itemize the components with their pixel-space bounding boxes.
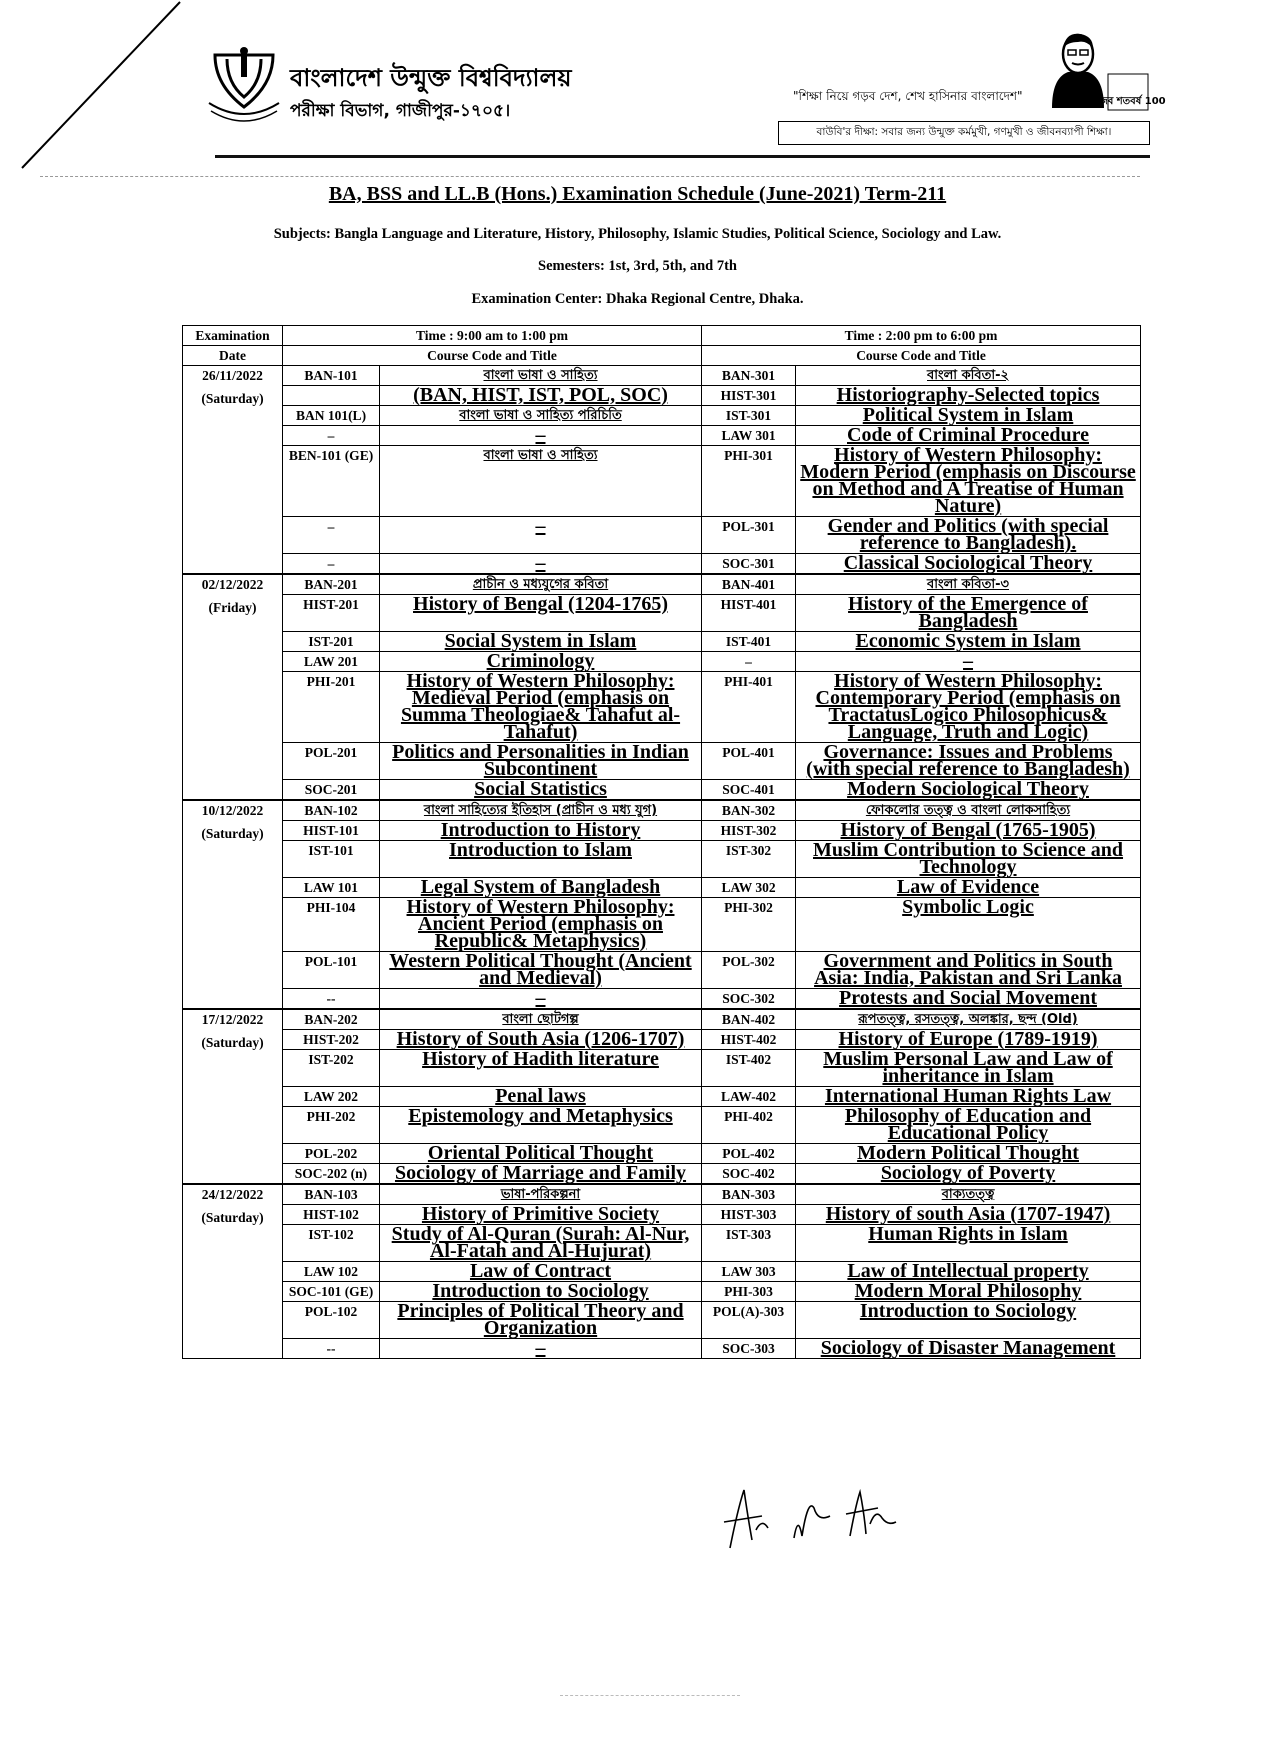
afternoon-course-code: SOC-302 — [702, 989, 796, 1010]
morning-course-title: History of Western Philosophy: Ancient Period (emphasis on Republic& Metaphysics) — [380, 898, 702, 952]
morning-course-code: POL-101 — [283, 952, 380, 989]
morning-course-title: Legal System of Bangladesh — [380, 878, 702, 898]
table-row — [183, 1225, 1141, 1262]
morning-course-title: বাংলা সাহিত্যের ইতিহাস (প্রাচীন ও মধ্য যুগ) — [380, 800, 702, 821]
afternoon-course-title: Protests and Social Movement — [796, 989, 1141, 1010]
table-row — [183, 1050, 1141, 1087]
afternoon-course-code: POL-401 — [702, 743, 796, 780]
table-row — [183, 898, 1141, 952]
scan-dashed-line — [40, 176, 1140, 177]
morning-course-code: LAW 202 — [283, 1087, 380, 1107]
morning-course-code: BAN-101 — [283, 366, 380, 386]
afternoon-course-title: বাংলা কবিতা-৩ — [796, 574, 1141, 595]
afternoon-course-title: Philosophy of Education and Educational Policy — [796, 1107, 1141, 1144]
university-name: বাংলাদেশ উন্মুক্ত বিশ্ববিদ্যালয় — [290, 64, 572, 92]
schedule-body — [183, 366, 1141, 1359]
date-header-line2: Date — [183, 346, 283, 366]
scan-footer-dash — [560, 1695, 740, 1696]
afternoon-course-code: LAW-402 — [702, 1087, 796, 1107]
morning-course-code: LAW 102 — [283, 1262, 380, 1282]
afternoon-course-code: BAN-401 — [702, 574, 796, 595]
afternoon-course-code: SOC-402 — [702, 1164, 796, 1185]
afternoon-course-title: Muslim Contribution to Science and Technology — [796, 841, 1141, 878]
morning-course-title: History of South Asia (1206-1707) — [380, 1030, 702, 1050]
morning-course-code: HIST-102 — [283, 1205, 380, 1225]
afternoon-course-code: HIST-401 — [702, 595, 796, 632]
afternoon-course-title: Human Rights in Islam — [796, 1225, 1141, 1262]
subjects-line: Subjects: Bangla Language and Literature, History, Philosophy, Islamic Studies, Political Science, Sociology and Law. — [273, 226, 1002, 242]
afternoon-time-header: Time : 2:00 pm to 6:00 pm — [702, 326, 1141, 346]
morning-course-code: SOC-101 (GE) — [283, 1282, 380, 1302]
afternoon-course-code: POL-302 — [702, 952, 796, 989]
table-row — [183, 1107, 1141, 1144]
afternoon-course-code: SOC-401 — [702, 780, 796, 801]
department-name: পরীক্ষা বিভাগ, গাজীপুর-১৭০৫। — [290, 101, 511, 121]
table-row — [183, 1087, 1141, 1107]
scan-diagonal-line — [0, 0, 200, 170]
table-row — [183, 1262, 1141, 1282]
table-row — [183, 554, 1141, 575]
afternoon-course-title: বাংলা কবিতা-২ — [796, 366, 1141, 386]
table-row — [183, 1339, 1141, 1359]
afternoon-course-title: History of south Asia (1707-1947) — [796, 1205, 1141, 1225]
morning-course-title: Introduction to Islam — [380, 841, 702, 878]
afternoon-course-title: International Human Rights Law — [796, 1087, 1141, 1107]
afternoon-course-title: Code of Criminal Procedure — [796, 426, 1141, 446]
morning-course-code: HIST-202 — [283, 1030, 380, 1050]
university-logo-icon — [205, 45, 283, 123]
morning-course-header: Course Code and Title — [283, 346, 702, 366]
table-row — [183, 878, 1141, 898]
morning-course-title: History of Primitive Society — [380, 1205, 702, 1225]
afternoon-course-code: PHI-301 — [702, 446, 796, 517]
table-row — [183, 1184, 1141, 1205]
morning-course-title: (BAN, HIST, IST, POL, SOC) — [380, 386, 702, 406]
morning-course-code — [283, 386, 380, 406]
morning-course-code: LAW 201 — [283, 652, 380, 672]
morning-course-code: BAN-102 — [283, 800, 380, 821]
afternoon-course-code: – — [702, 652, 796, 672]
morning-course-title: বাংলা ছোটগল্প — [380, 1009, 702, 1030]
afternoon-course-title: Muslim Personal Law and Law of inheritance in Islam — [796, 1050, 1141, 1087]
morning-course-title: – — [380, 989, 702, 1010]
afternoon-course-code: POL-402 — [702, 1144, 796, 1164]
afternoon-course-code: IST-401 — [702, 632, 796, 652]
afternoon-course-code: IST-302 — [702, 841, 796, 878]
morning-course-code: BEN-101 (GE) — [283, 446, 380, 517]
morning-course-title: – — [380, 517, 702, 554]
morning-course-title: – — [380, 426, 702, 446]
exam-date-cell — [183, 574, 283, 800]
morning-course-code: POL-102 — [283, 1302, 380, 1339]
morning-course-code: BAN 101(L) — [283, 406, 380, 426]
afternoon-course-title: ফোকলোর তত্ত্ব ও বাংলা লোকসাহিত্য — [796, 800, 1141, 821]
semesters-line: Semesters: 1st, 3rd, 5th, and 7th — [538, 258, 737, 274]
afternoon-course-title: Government and Politics in South Asia: India, Pakistan and Sri Lanka — [796, 952, 1141, 989]
morning-course-code: PHI-104 — [283, 898, 380, 952]
afternoon-course-title: – — [796, 652, 1141, 672]
morning-course-title: Politics and Personalities in Indian Subcontinent — [380, 743, 702, 780]
morning-course-code: – — [283, 517, 380, 554]
afternoon-course-code: PHI-401 — [702, 672, 796, 743]
morning-course-title: প্রাচীন ও মধ্যযুগের কবিতা — [380, 574, 702, 595]
table-row — [183, 595, 1141, 632]
afternoon-course-title: History of Bengal (1765-1905) — [796, 821, 1141, 841]
afternoon-course-code: IST-402 — [702, 1050, 796, 1087]
table-row — [183, 1205, 1141, 1225]
afternoon-course-code: BAN-301 — [702, 366, 796, 386]
afternoon-course-title: History of the Emergence of Bangladesh — [796, 595, 1141, 632]
morning-course-title: Western Political Thought (Ancient and Medieval) — [380, 952, 702, 989]
exam-day: (Saturday) — [201, 1035, 264, 1050]
morning-course-title: Principles of Political Theory and Organization — [380, 1302, 702, 1339]
table-row — [183, 1302, 1141, 1339]
afternoon-course-title: Symbolic Logic — [796, 898, 1141, 952]
morning-course-code: IST-202 — [283, 1050, 380, 1087]
morning-course-code: IST-102 — [283, 1225, 380, 1262]
afternoon-course-title: Governance: Issues and Problems (with special reference to Bangladesh) — [796, 743, 1141, 780]
table-row — [183, 652, 1141, 672]
afternoon-course-title: বাক্যতত্ত্ব — [796, 1184, 1141, 1205]
afternoon-course-code: SOC-303 — [702, 1339, 796, 1359]
afternoon-course-title: History of Western Philosophy: Modern Period (emphasis on Discourse on Method and A Treatise of Human Nature) — [796, 446, 1141, 517]
exam-date: 24/12/2022 — [201, 1187, 264, 1202]
morning-course-title: Oriental Political Thought — [380, 1144, 702, 1164]
afternoon-course-title: History of Europe (1789-1919) — [796, 1030, 1141, 1050]
exam-schedule-table — [182, 325, 1141, 1359]
morning-course-title: ভাষা-পরিকল্পনা — [380, 1184, 702, 1205]
exam-date-cell — [183, 800, 283, 1009]
morning-course-title: – — [380, 1339, 702, 1359]
morning-course-code: – — [283, 554, 380, 575]
morning-course-code: HIST-201 — [283, 595, 380, 632]
morning-course-title: History of Hadith literature — [380, 1050, 702, 1087]
morning-course-title: Law of Contract — [380, 1262, 702, 1282]
afternoon-course-title: Historiography-Selected topics — [796, 386, 1141, 406]
morning-course-code: IST-201 — [283, 632, 380, 652]
afternoon-course-code: HIST-302 — [702, 821, 796, 841]
afternoon-course-code: IST-301 — [702, 406, 796, 426]
table-row — [183, 672, 1141, 743]
afternoon-course-title: Gender and Politics (with special reference to Bangladesh). — [796, 517, 1141, 554]
afternoon-course-title: Law of Intellectual property — [796, 1262, 1141, 1282]
morning-course-code: POL-201 — [283, 743, 380, 780]
morning-course-title: Sociology of Marriage and Family — [380, 1164, 702, 1185]
table-row — [183, 821, 1141, 841]
exam-date: 17/12/2022 — [201, 1012, 264, 1027]
afternoon-course-title: Classical Sociological Theory — [796, 554, 1141, 575]
table-row — [183, 1009, 1141, 1030]
exam-day: (Saturday) — [201, 1210, 264, 1225]
morning-course-code: LAW 101 — [283, 878, 380, 898]
table-row — [183, 574, 1141, 595]
afternoon-course-code: BAN-302 — [702, 800, 796, 821]
table-row — [183, 780, 1141, 801]
afternoon-course-code: SOC-301 — [702, 554, 796, 575]
table-row — [183, 366, 1141, 386]
exam-date: 26/11/2022 — [202, 368, 263, 383]
table-row — [183, 952, 1141, 989]
afternoon-course-title: Sociology of Disaster Management — [796, 1339, 1141, 1359]
afternoon-course-code: HIST-402 — [702, 1030, 796, 1050]
table-row — [183, 1164, 1141, 1185]
afternoon-course-code: LAW 303 — [702, 1262, 796, 1282]
morning-course-code: -- — [283, 1339, 380, 1359]
signature-icon — [710, 1478, 930, 1558]
afternoon-course-title: Economic System in Islam — [796, 632, 1141, 652]
afternoon-course-title: Sociology of Poverty — [796, 1164, 1141, 1185]
document-title: BA, BSS and LL.B (Hons.) Examination Schedule (June-2021) Term-211 — [328, 183, 947, 205]
morning-course-title: Penal laws — [380, 1087, 702, 1107]
morning-course-title: Introduction to History — [380, 821, 702, 841]
morning-time-header: Time : 9:00 am to 1:00 pm — [283, 326, 702, 346]
table-row — [183, 386, 1141, 406]
exam-date-cell — [183, 1184, 283, 1359]
table-row — [183, 446, 1141, 517]
afternoon-course-code: LAW 301 — [702, 426, 796, 446]
table-row — [183, 1030, 1141, 1050]
morning-course-code: – — [283, 426, 380, 446]
afternoon-course-code: POL-301 — [702, 517, 796, 554]
afternoon-course-title: History of Western Philosophy: Contemporary Period (emphasis on TractatusLogico Philosophicus& Language, Truth and Logic) — [796, 672, 1141, 743]
afternoon-course-code: PHI-402 — [702, 1107, 796, 1144]
exam-day: (Saturday) — [201, 826, 264, 841]
table-row — [183, 1282, 1141, 1302]
header-divider — [215, 155, 1150, 158]
afternoon-course-code: BAN-402 — [702, 1009, 796, 1030]
morning-course-title: Epistemology and Metaphysics — [380, 1107, 702, 1144]
afternoon-course-title: Modern Political Thought — [796, 1144, 1141, 1164]
morning-course-title: Social Statistics — [380, 780, 702, 801]
morning-course-code: IST-101 — [283, 841, 380, 878]
afternoon-course-title: Political System in Islam — [796, 406, 1141, 426]
morning-course-code: BAN-201 — [283, 574, 380, 595]
exam-date: 02/12/2022 — [201, 577, 264, 592]
afternoon-course-code: PHI-303 — [702, 1282, 796, 1302]
morning-course-title: Study of Al-Quran (Surah: Al-Nur, Al-Fatah and Al-Hujurat) — [380, 1225, 702, 1262]
afternoon-course-code: PHI-302 — [702, 898, 796, 952]
exam-date-cell — [183, 1009, 283, 1184]
morning-course-title: বাংলা ভাষা ও সাহিত্য — [380, 446, 702, 517]
table-row — [183, 517, 1141, 554]
morning-course-title: Introduction to Sociology — [380, 1282, 702, 1302]
mujib-centenary-badge-icon — [1038, 28, 1166, 112]
afternoon-course-code: BAN-303 — [702, 1184, 796, 1205]
morning-course-code: -- — [283, 989, 380, 1010]
table-row — [183, 841, 1141, 878]
table-row — [183, 406, 1141, 426]
afternoon-course-code: HIST-301 — [702, 386, 796, 406]
table-row — [183, 1144, 1141, 1164]
table-row — [183, 743, 1141, 780]
exam-center-line: Examination Center: Dhaka Regional Centre, Dhaka. — [471, 291, 804, 307]
afternoon-course-code: HIST-303 — [702, 1205, 796, 1225]
table-row — [183, 989, 1141, 1010]
exam-date-cell — [183, 366, 283, 575]
table-row — [183, 426, 1141, 446]
badge-text: মুজিব শতবর্ষ 100 — [1090, 96, 1166, 107]
table-row — [183, 632, 1141, 652]
exam-date: 10/12/2022 — [201, 803, 264, 818]
afternoon-course-title: Modern Moral Philosophy — [796, 1282, 1141, 1302]
morning-course-code: SOC-201 — [283, 780, 380, 801]
motto-box — [778, 121, 1150, 145]
morning-course-title: বাংলা ভাষা ও সাহিত্য — [380, 366, 702, 386]
exam-day: (Saturday) — [201, 391, 264, 406]
morning-course-code: PHI-201 — [283, 672, 380, 743]
afternoon-course-code: POL(A)-303 — [702, 1302, 796, 1339]
afternoon-course-header: Course Code and Title — [702, 346, 1141, 366]
morning-course-title: বাংলা ভাষা ও সাহিত্য পরিচিতি — [380, 406, 702, 426]
morning-course-code: HIST-101 — [283, 821, 380, 841]
table-row — [183, 800, 1141, 821]
morning-course-title: History of Bengal (1204-1765) — [380, 595, 702, 632]
morning-course-code: SOC-202 (n) — [283, 1164, 380, 1185]
afternoon-course-title: রূপতত্ত্ব, রসতত্ত্ব, অলঙ্কার, ছন্দ (Old) — [796, 1009, 1141, 1030]
afternoon-course-code: IST-303 — [702, 1225, 796, 1262]
morning-course-title: History of Western Philosophy: Medieval Period (emphasis on Summa Theologiae& Tahafut al-Tahafut) — [380, 672, 702, 743]
morning-course-code: BAN-202 — [283, 1009, 380, 1030]
afternoon-course-title: Introduction to Sociology — [796, 1302, 1141, 1339]
date-column-header — [183, 326, 283, 346]
morning-course-code: BAN-103 — [283, 1184, 380, 1205]
afternoon-course-title: Modern Sociological Theory — [796, 780, 1141, 801]
slogan: "শিক্ষা নিয়ে গড়ব দেশ, শেখ হাসিনার বাংলাদেশ" — [793, 89, 1023, 103]
afternoon-course-title: Law of Evidence — [796, 878, 1141, 898]
morning-course-title: – — [380, 554, 702, 575]
morning-course-title: Criminology — [380, 652, 702, 672]
afternoon-course-code: LAW 302 — [702, 878, 796, 898]
morning-course-code: PHI-202 — [283, 1107, 380, 1144]
morning-course-title: Social System in Islam — [380, 632, 702, 652]
exam-day: (Friday) — [208, 600, 257, 615]
morning-course-code: POL-202 — [283, 1144, 380, 1164]
motto-text: বাউবি'র দীক্ষা: সবার জন্য উন্মুক্ত কর্মমুখী, গণমুখী ও জীবনব্যাপী শিক্ষা। — [816, 125, 1112, 138]
date-header-line1: Examination — [195, 328, 270, 343]
